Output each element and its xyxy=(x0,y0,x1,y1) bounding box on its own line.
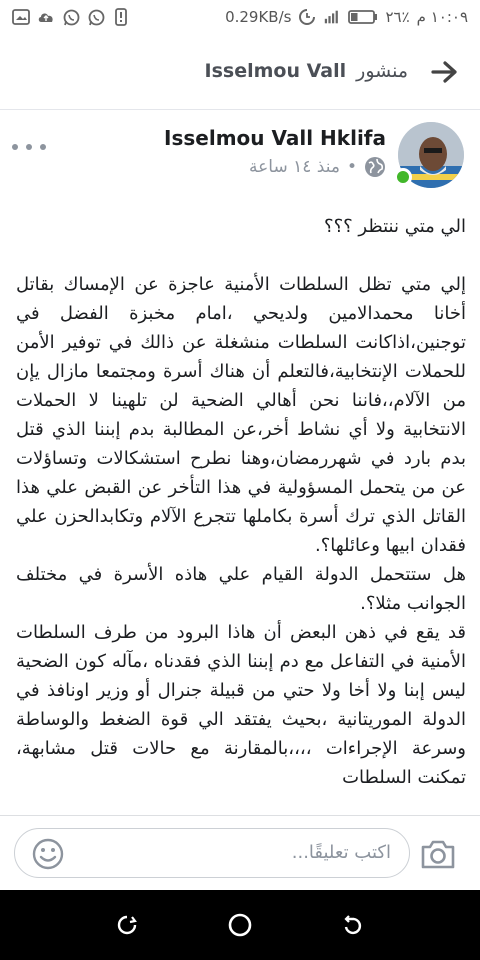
data-saver-icon xyxy=(112,8,130,26)
status-left xyxy=(12,8,130,26)
camera-icon xyxy=(420,838,456,870)
camera-button[interactable] xyxy=(420,838,456,870)
more-button[interactable] xyxy=(12,136,46,158)
more-icon xyxy=(12,144,18,150)
post-meta xyxy=(249,156,386,178)
signal-icon xyxy=(323,8,341,26)
back-nav-button[interactable] xyxy=(338,910,368,940)
post-paragraph: الي متي ننتظر ؟؟؟ xyxy=(324,216,466,237)
app-header xyxy=(0,34,480,110)
post-paragraph: قد يقع في ذهن البعض أن هاذا البرود من طرف السلطات الأمنية في التفاعل مع دم إبننا الذي فقدناه ،مآله كون الضحية ليس إبنا ولا أخا ولا حتي من قبيلة جنرال أو وزير اونافذ في الدولة الموريتانية ،بحيث يفتقد الي قوة الضغط والوساطة وسرعة الإجراءات ،،،،بالمقارنة مع حالات قتل مشابهة، تمكنت السلطات xyxy=(16,622,466,788)
header-label: منشور xyxy=(356,60,408,82)
status-bar xyxy=(0,0,480,34)
back-nav-icon xyxy=(341,913,365,937)
post-header xyxy=(0,110,480,200)
data-saver-icon xyxy=(298,8,316,26)
online-indicator xyxy=(394,168,412,186)
network-speed: 0.29KB/s xyxy=(225,8,292,26)
arrow-back-icon xyxy=(430,60,458,84)
home-nav-icon xyxy=(227,912,253,938)
globe-icon xyxy=(364,156,386,178)
clock: ١٠:٠٩ م xyxy=(416,8,468,26)
author-name[interactable]: Isselmou Vall Hklifa xyxy=(164,126,386,150)
system-nav-bar xyxy=(0,890,480,960)
post-paragraph: هل ستتحمل الدولة القيام علي هاذه الأسرة في مختلف الجوانب مثلا؟. xyxy=(16,564,466,614)
post-text xyxy=(16,212,466,814)
header-title xyxy=(205,60,408,82)
comment-placeholder: اكتب تعليقًا... xyxy=(291,842,391,863)
more-icon xyxy=(40,144,46,150)
battery-percent: ٢٦٪ xyxy=(385,8,410,26)
more-icon xyxy=(26,144,32,150)
whatsapp-icon xyxy=(62,8,80,26)
comment-input[interactable] xyxy=(14,828,410,878)
whatsapp-icon xyxy=(87,8,105,26)
status-right xyxy=(225,8,468,26)
recents-nav-icon xyxy=(115,913,139,937)
post-time[interactable]: منذ ١٤ ساعة xyxy=(249,157,340,177)
paragraph-gap xyxy=(16,241,466,270)
gallery-icon xyxy=(12,8,30,26)
emoji-button[interactable] xyxy=(31,837,65,871)
post-paragraph: إلي متي تظل السلطات الأمنية عاجزة عن الإمساك بقاتل أخانا محمدالامين ولديحي ،امام مخبزة الفضل في توجنين،اذاكانت السلطات منشغلة عن ذالك في توفير الأمن للحملات الإنتخابية،فالتعلم أن هناك أسرة ومجتمعا مازال يإن من الآلام،،فاننا نحن أهالي الضحية لن تلهينا لا الحملات الانتخابية ولا أي نشاط أخر،عن المطالبة بدم إبننا الذي قتل بدم بارد في شهررمضان،وهنا نطرح استشكالات وتساؤلات عن من يتحمل المسؤولية في هذا التأخر عن القبض علي هذا القاتل الذي ترك أسرة بكاملها تتجرع الآلام وتكابدالحزن علي فقدان ابيها وعائلها؟. xyxy=(16,274,466,556)
recents-nav-button[interactable] xyxy=(112,910,142,940)
cloud-upload-icon xyxy=(37,8,55,26)
back-button[interactable] xyxy=(428,56,460,88)
home-nav-button[interactable] xyxy=(225,910,255,940)
header-name: Isselmou Vall xyxy=(204,60,347,82)
emoji-icon xyxy=(31,837,65,871)
battery-icon xyxy=(348,8,378,26)
meta-separator: • xyxy=(346,157,357,177)
comment-bar xyxy=(0,815,480,890)
